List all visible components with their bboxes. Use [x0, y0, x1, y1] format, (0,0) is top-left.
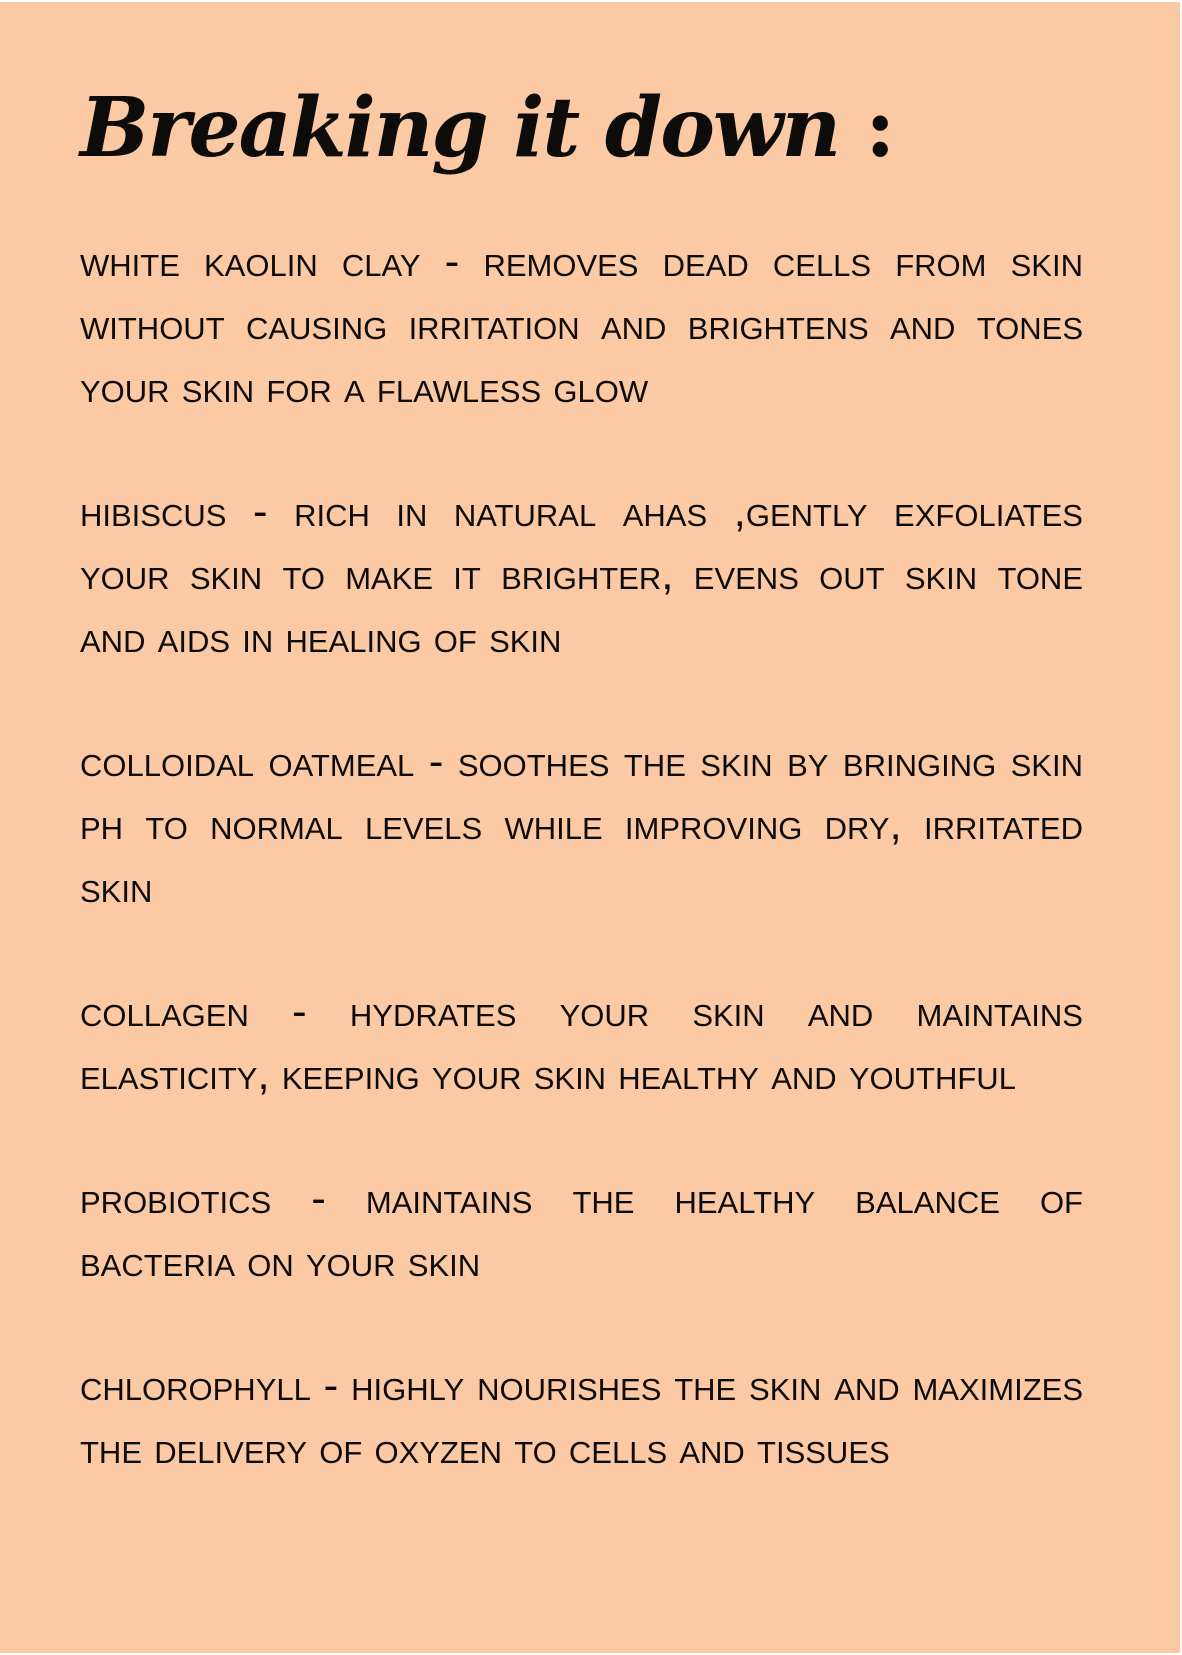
- heading-colon: :: [865, 80, 894, 176]
- ingredient-term: white kaolin clay: [80, 237, 421, 286]
- ingredient-description: removes dead cells from skin without causing irritation and brightens and tones your skin for a flawless glow: [80, 237, 1083, 412]
- document-page: [0, 2, 1180, 1653]
- ingredient-description: soothes the skin by bringing skin ph to normal levels while improving dry, irritated skin: [80, 737, 1083, 912]
- ingredient-description: rich in natural ahas ,gently exfoliates your skin to make it brighter, evens out skin tone and aids in healing of skin: [80, 487, 1083, 662]
- ingredient-term: colloidal oatmeal: [80, 737, 415, 786]
- ingredient-description: maintains the healthy balance of bacteria on your skin: [80, 1174, 1083, 1286]
- ingredient-list: [80, 230, 1083, 1480]
- ingredient-entry-collagen: [80, 980, 1083, 1106]
- ingredient-separator: -: [414, 737, 458, 786]
- ingredient-separator: -: [248, 987, 350, 1036]
- ingredient-entry-hibiscus: [80, 480, 1083, 669]
- ingredient-term: collagen: [80, 987, 249, 1036]
- ingredient-description: hydrates your skin and maintains elasticity, keeping your skin healthy and youthful: [80, 987, 1083, 1099]
- heading-text: Breaking it down: [80, 80, 840, 176]
- ingredient-term: probiotics: [80, 1174, 272, 1223]
- ingredient-separator: -: [310, 1361, 352, 1410]
- page-heading: [80, 80, 893, 176]
- ingredient-separator: -: [226, 487, 295, 536]
- ingredient-term: chlorophyll: [80, 1361, 311, 1410]
- ingredient-description: highly nourishes the skin and maximizes the delivery of oxyzen to cells and tissues: [80, 1361, 1083, 1473]
- ingredient-entry-chlorophyll: [80, 1354, 1083, 1480]
- ingredient-entry-kaolin-clay: [80, 230, 1083, 419]
- ingredient-separator: -: [420, 237, 484, 286]
- ingredient-term: hibiscus: [80, 487, 227, 536]
- ingredient-separator: -: [271, 1174, 366, 1223]
- ingredient-entry-colloidal-oatmeal: [80, 730, 1083, 919]
- ingredient-entry-probiotics: [80, 1167, 1083, 1293]
